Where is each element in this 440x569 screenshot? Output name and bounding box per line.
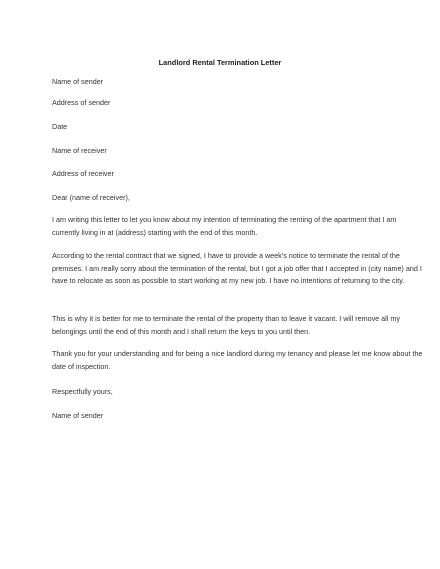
letter-title: Landlord Rental Termination Letter	[158, 58, 282, 67]
body-paragraph-3: This is why it is better for me to terminate the rental of the property than to leave it vacant. I will remove all my belongings until the end of this month and I shall return the keys to you until then.	[52, 314, 400, 336]
signature-name: Name of sender	[52, 411, 104, 420]
sender-address: Address of sender	[52, 98, 111, 107]
salutation: Dear (name of receiver),	[52, 193, 130, 202]
receiver-name: Name of receiver	[52, 146, 107, 155]
body-paragraph-4: Thank you for your understanding and for being a nice landlord during my tenancy and please let me know about the date of inspection.	[52, 349, 423, 371]
letter-date: Date	[52, 122, 68, 131]
closing: Respectfully yours,	[52, 387, 113, 396]
sender-name: Name of sender	[52, 77, 104, 86]
body-paragraph-1: I am writing this letter to let you know about my intention of terminating the renting of the apartment that I am currently living in at (address) starting with the end of this month.	[52, 215, 397, 237]
body-paragraph-2: According to the rental contract that we signed, I have to provide a week’s notice to terminate the rental of the premises. I am really sorry about the termination of the rental, but I got a job offer that I accepted in (city name) and I have to relocate as soon as possible to start working at my new job. I have no intentions of returning to the city.	[52, 251, 422, 286]
receiver-address: Address of receiver	[52, 169, 114, 178]
